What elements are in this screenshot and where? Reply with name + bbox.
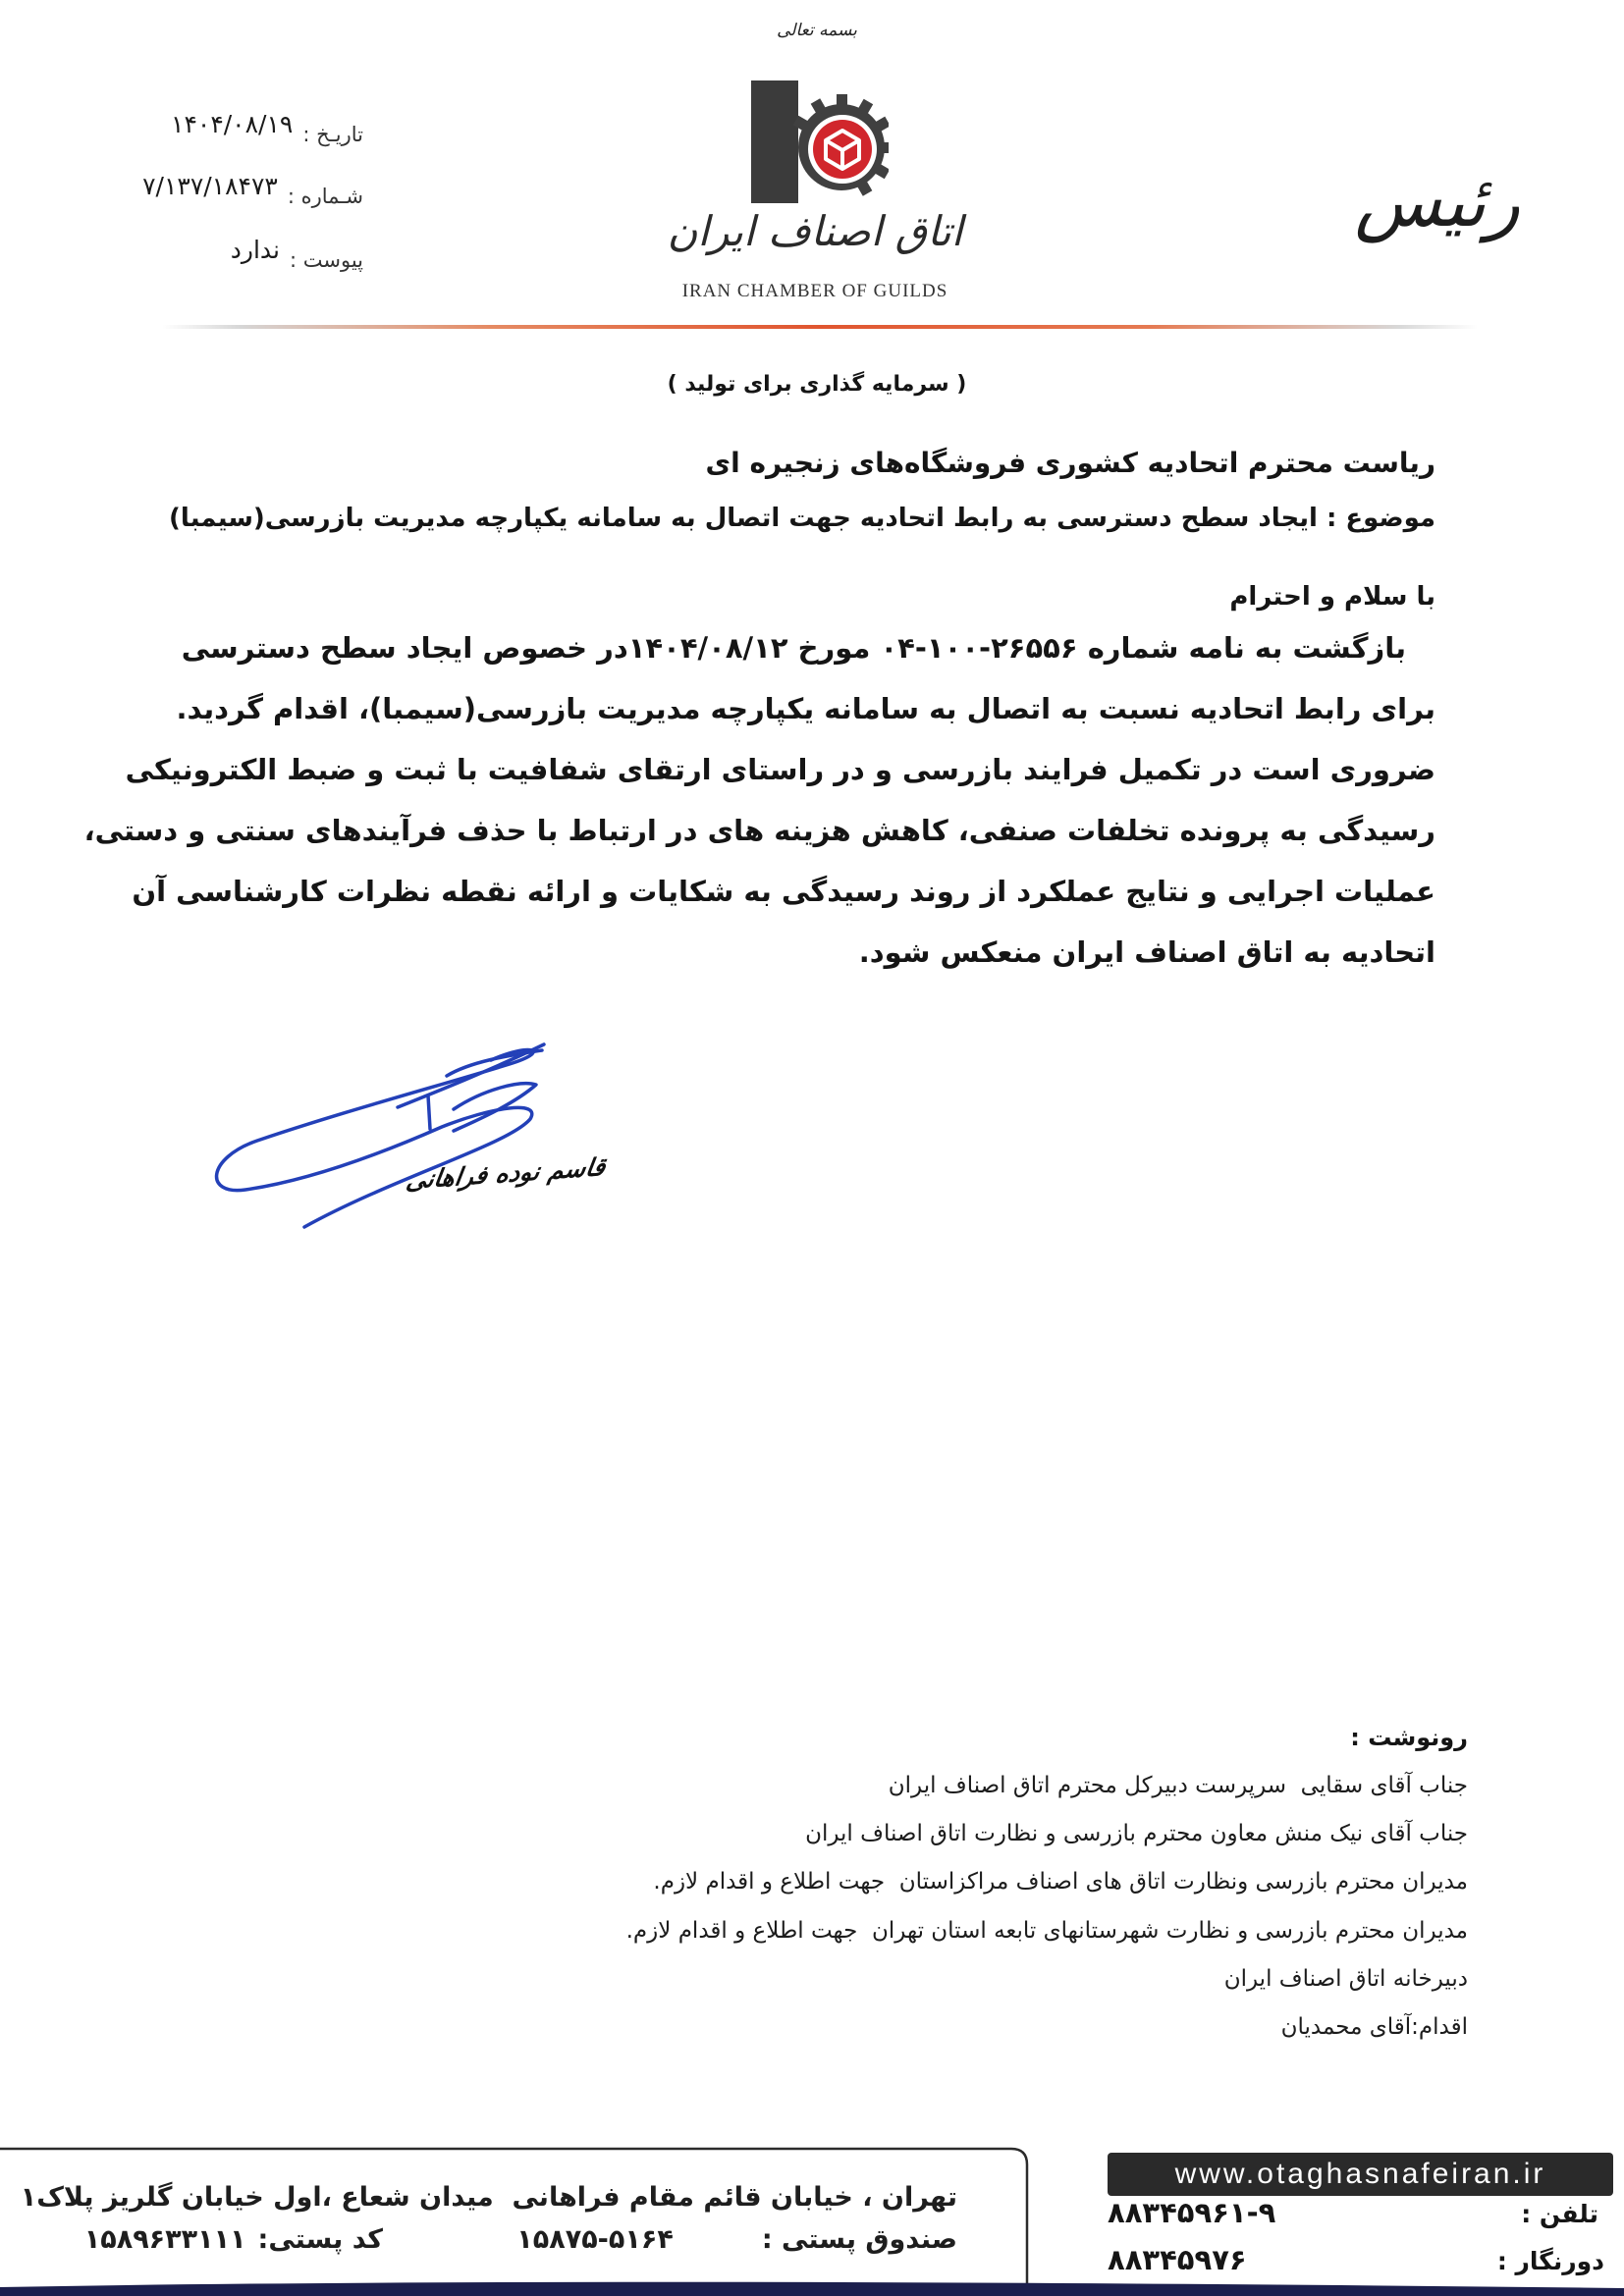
slogan: ( سرمایه گذاری برای تولید ) xyxy=(667,372,967,397)
postal-code-value: ۱۵۸۹۶۳۳۱۱۱ xyxy=(83,2224,246,2255)
signature-strokes xyxy=(217,1044,544,1227)
logo-name-fa: اتاق اصناف ایران xyxy=(667,207,963,255)
subject-line: موضوع : ایجاد سطح دسترسی به رابط اتحادیه جهت اتصال به سامانه یکپارچه مدیریت بازرسی(سیمبا) xyxy=(169,504,1435,533)
basmala: بسمه تعالی xyxy=(777,21,857,40)
header-divider xyxy=(162,325,1478,329)
cc-line: مدیران محترم بازرسی ونظارت اتاق های اصناف مراکزاستان جهت اطلاع و اقدام لازم. xyxy=(653,1869,1468,1896)
letterhead-title: رئیس xyxy=(1354,160,1520,242)
meta-attachment-label: پیوست : xyxy=(290,248,363,272)
body-line: اتحادیه به اتاق اصناف ایران منعکس شود. xyxy=(858,935,1435,969)
body-line: برای رابط اتحادیه نسبت به اتصال به سامانه یکپارچه مدیریت بازرسی(سیمبا)، اقدام گردید. xyxy=(176,692,1435,725)
body-line: ضروری است در تکمیل فرایند بازرسی و در راستای ارتقای شفافیت با ثبت و ضبط الکترونیکی xyxy=(125,753,1435,786)
po-box-value: ۱۵۸۷۵-۵۱۶۴ xyxy=(516,2224,674,2255)
letter-body xyxy=(83,617,1435,983)
po-box-label: صندوق پستی : xyxy=(761,2224,957,2255)
phone-label: تلفن : xyxy=(1521,2200,1598,2228)
footer-band xyxy=(0,2282,1624,2296)
logo-dark-bar xyxy=(751,80,798,203)
meta-date xyxy=(171,110,363,152)
meta-date-label: تاریـخ : xyxy=(302,123,363,146)
footer-postal-code xyxy=(84,2220,383,2260)
body-line: رسیدگی به پرونده تخلفات صنفی، کاهش هزینه های در ارتباط با حذف فرآیندهای سنتی و دستی، xyxy=(83,814,1435,847)
meta-attachment xyxy=(230,236,363,278)
cc-line: مدیران محترم بازرسی و نظارت شهرستانهای تابعه استان تهران جهت اطلاع و اقدام لازم. xyxy=(625,1917,1468,1944)
meta-number-label: شـماره : xyxy=(287,185,363,208)
body-line: بازگشت به نامه شماره ۲۶۵۵۶-۱۰۰-۰۴ مورخ ۱۴۰۴/۰۸/۱۲در خصوص ایجاد سطح دسترسی xyxy=(181,631,1406,665)
fax-number: ۸۸۳۴۵۹۷۶ xyxy=(1108,2243,1247,2276)
cc-line: دبیرخانه اتاق اصناف ایران xyxy=(1223,1965,1468,1992)
recipient: ریاست محترم اتحادیه کشوری فروشگاه‌های زنجیره ای xyxy=(705,447,1435,479)
fax-label: دورنگار : xyxy=(1496,2247,1604,2275)
cc-line: اقدام:آقای محمدیان xyxy=(1280,2014,1468,2041)
meta-number-value: ۷/۱۳۷/۱۸۴۷۳ xyxy=(142,172,278,200)
cc-section xyxy=(486,1714,1468,2052)
footer-po-box xyxy=(516,2220,957,2260)
cc-title: رونوشت : xyxy=(1350,1724,1468,1751)
chamber-logo xyxy=(751,80,889,203)
footer-website: www.otaghasnafeiran.ir xyxy=(1108,2153,1613,2196)
greeting: با سلام و احترام xyxy=(1229,582,1435,612)
signatory-name: قاسم نوده فراهانی xyxy=(404,1152,608,1195)
phone-number: ۸۸۳۴۵۹۶۱-۹ xyxy=(1108,2196,1276,2229)
cc-line: جناب آقای نیک منش معاون محترم بازرسی و نظارت اتاق اصناف ایران xyxy=(805,1821,1468,1847)
body-line: عملیات اجرایی و نتایج عملکرد از روند رسیدگی به شکایات و ارائه نقطه نظرات کارشناسی آن xyxy=(132,875,1435,908)
handwritten-signature xyxy=(196,1031,569,1247)
logo-name-en: IRAN CHAMBER OF GUILDS xyxy=(681,281,948,301)
meta-number xyxy=(142,172,363,214)
footer-address: تهران ، خیابان قائم مقام فراهانی میدان شعاع ،اول خیابان گلریز پلاک۱ xyxy=(20,2182,957,2213)
postal-code-label: کد پستی: xyxy=(257,2224,383,2255)
meta-date-value: ۱۴۰۴/۰۸/۱۹ xyxy=(171,110,294,138)
cc-line: جناب آقای سقایی سرپرست دبیرکل محترم اتاق اصناف ایران xyxy=(888,1773,1468,1798)
meta-attachment-value: ندارد xyxy=(230,236,280,264)
